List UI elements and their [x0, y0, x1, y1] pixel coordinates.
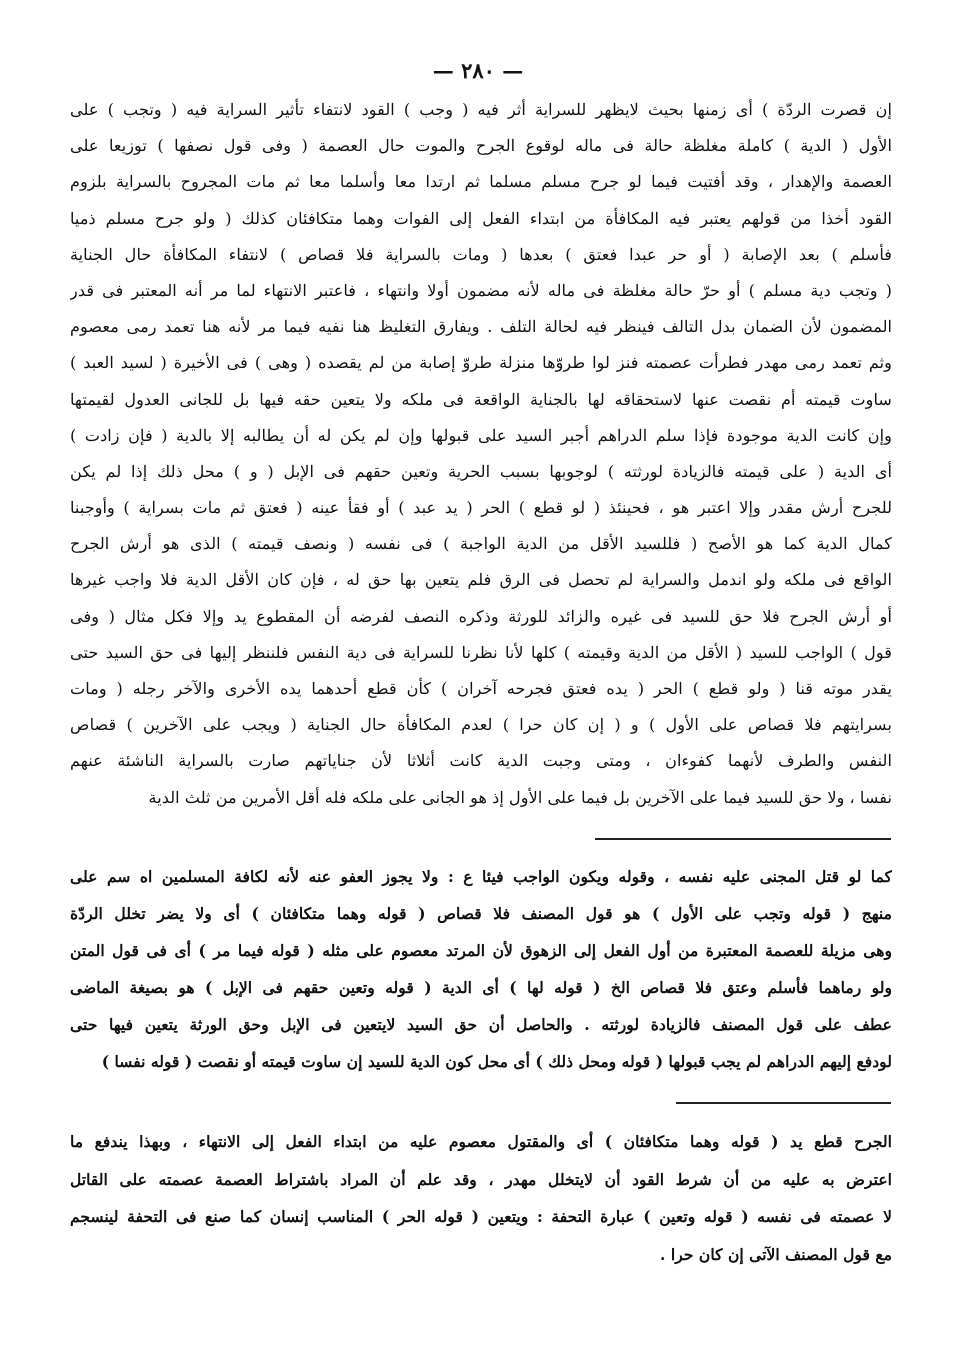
main-text-line: الأول ( الدية ) كاملة مغلظة حالة فى ماله لوقوع الجرح والموت حال العصمة ( وفى قول نصفها ) توزيعا على	[70, 136, 892, 156]
main-text-line: العصمة والإهدار ، وقد أفتيت فيما لو جرح مسلم مسلما ثم ارتدا معا وأسلما معا ثم مات المجروح بالسراية بلزوم	[70, 172, 892, 192]
main-text-line: الواقع فى ملكه ولو اندمل والسراية لم تحصل فى الرق فلم يتعين بها حق له ، فإن كان الأقل الدية فلا واجب غيرها	[70, 570, 892, 590]
main-text-line: ( وتجب دية مسلم ) أو حرّ حالة مغلظة فى ماله لأنه مضمون أولا وانتهاء ، فاعتبر الانتهاء لما مر أنه المعتبر فى قدر	[70, 280, 892, 300]
commentary-line: وهى مزيلة للعصمة المعتبرة من أول الفعل إلى الزهوق لأن المرتد معصوم على مثله ( قوله فيما مر ) أى فى قول المتن	[70, 941, 892, 960]
commentary-line: مع قول المصنف الآتى إن كان حرا .	[660, 1244, 892, 1264]
page-number: — ٢٨٠ —	[432, 58, 524, 83]
main-text-block	[70, 92, 892, 816]
commentary-block-lower	[70, 1123, 892, 1273]
main-text-line: أى الدية ( على قيمته فالزيادة لورثته ) لوجوبها بسبب الحرية وتعين حقهم فى الإبل ( و ) محل ذلك إذا لم يكن	[70, 461, 892, 481]
commentary-line: الجرح قطع يد ( قوله وهما متكافئان ) أى والمقتول معصوم عليه من ابتداء الفعل إلى الانتهاء ، وبهذا يندفع ما	[70, 1132, 892, 1151]
main-text-line: أو أرش الجرح فلا حق للسيد فى غيره والزائد للورثة وذكره النصف لفرضه أن المقطوع يد وإلا فكل مثال ( وفى	[70, 606, 892, 626]
commentary-line: عطف على قول المصنف فالزيادة لورثته . والحاصل أن حق السيد لايتعين فى الإبل وحق الورثة يتعين فيها حتى	[70, 1015, 892, 1034]
commentary-block-upper	[70, 858, 892, 1080]
commentary-line: ولو رماهما فأسلم وعتق فلا قصاص الخ ( قوله لها ) أى الدية ( قوله وتعين حقهم فى الإبل ) هو بصيغة الماضى	[70, 978, 892, 997]
main-text-line: إن قصرت الردّة ) أى زمنها بحيث لايظهر للسراية أثر فيه ( وجب ) القود لانتفاء تأثير السراية فيه ( وتجب ) على	[70, 100, 892, 119]
main-text-line: بسرايتهم فلا قصاص على الأول ) و ( إن كان حرا ) لعدم المكافأة حال الجناية ( ويجب على الآخرين ) قصاص	[70, 715, 892, 735]
main-text-line: قول ) الواجب للسيد ( الأقل من الدية وقيمته ) كلها لأنا نظرنا للسراية فى دية النفس فلننظر إليها فى حق السيد حتى	[70, 642, 892, 662]
commentary-line: منهج ( قوله وتجب على الأول ) هو قول المصنف فلا قصاص ( قوله وهما متكافئان ) أى ولا يضر تخلل الردّة	[70, 904, 892, 923]
main-text-line: القود أخذا من قولهم يعتبر فيه المكافأة من ابتداء الفعل إلى الفوات وهما متكافئان كذلك ( ولو جرح مسلم ذميا	[70, 208, 892, 228]
commentary-line: لا عصمته فى نفسه ( قوله وتعين ) عبارة التحفة : ويتعين ( قوله الحر ) المناسب إنسان كما صنع فى التحفة لينسجم	[70, 1207, 892, 1226]
main-text-line: ساوت قيمته أم نقصت عنها لاستحقاقه لها بالجناية الواقعة فى ملكه ولا يتعين حقه فيها بل للجانى العدول لقيمتها	[70, 389, 892, 409]
main-text-line: فأسلم ) بعد الإصابة ( أو حر عبدا فعتق ) بعدها ( ومات بالسراية فلا قصاص ) لانتفاء المكافأة حال الجناية	[70, 244, 892, 264]
main-text-line: النفس والطرف لأنهما كفوءان ، ومتى وجبت الدية كانت أثلاثا لأن جناياتهم صارت بالسراية الناشئة عنهم	[70, 751, 892, 771]
footnote-separator-rule	[595, 838, 891, 840]
main-text-line: للجرح أرش مقدر وإلا اعتبر هو ، فحينئذ ( لو قطع ) الحر ( يد عبد ) أو فقأ عينه ( فعتق ثم مات بسراية ) وأوجبنا	[70, 498, 892, 518]
commentary-line: لودفع إليهم الدراهم لم يجب قبولها ( قوله ومحل ذلك ) أى محل كون الدية للسيد إن ساوت قيمته أو نقصت ( قوله نفسا )	[101, 1052, 892, 1071]
main-text-line: المضمون لأن الضمان بدل التالف فينظر فيه لحالة التلف . ويفارق التغليظ هنا نفيه فيما مر لأنه هنا تعمد رمى معصوم	[70, 317, 892, 337]
main-text-line: وإن كانت الدية موجودة فإذا سلم الدراهم أجبر السيد على قبولها وإن لم يكن له أن يطالبه إلا بالدية ( فإن زادت )	[70, 425, 892, 445]
main-text-line: كمال الدية كما هو الأصح ( فللسيد الأقل من الدية الواجبة ) فى نفسه ( ونصف قيمته ) الذى هو أرش الجرح	[70, 534, 892, 554]
commentary-line: كما لو قتل المجنى عليه نفسه ، وقوله ويكون الواجب فيئا ع : ولا يجوز العفو عنه لأنه لكافة المسلمين اه سم على	[70, 867, 892, 886]
main-text-line: يقدر موته قنا ( ولو قطع ) الحر ( يده فعتق فجرحه آخران ) كأن قطع أحدهما يده الأخرى والآخر رجله ( ومات	[70, 679, 892, 698]
main-text-line: وثم تعمد رمى مهدر فطرأت عصمته فنز لوا طروّها منزلة طروّ إصابة من لم يقصده ( وهى ) فى الأخيرة ( لسيد العبد )	[70, 353, 892, 373]
commentary-line: اعترض به عليه من أن شرط القود أن لايتخلل مهدر ، وقد علم أن المراد باشتراط العصمة عصمته على القاتل	[70, 1169, 892, 1189]
main-text-line: نفسا ، ولا حق للسيد فيما على الآخرين بل فيما على الأول إذ هو الجانى على ملكه فله أقل الأمرين من ثلث الدية	[148, 787, 892, 807]
footnote-separator-rule	[676, 1102, 891, 1104]
